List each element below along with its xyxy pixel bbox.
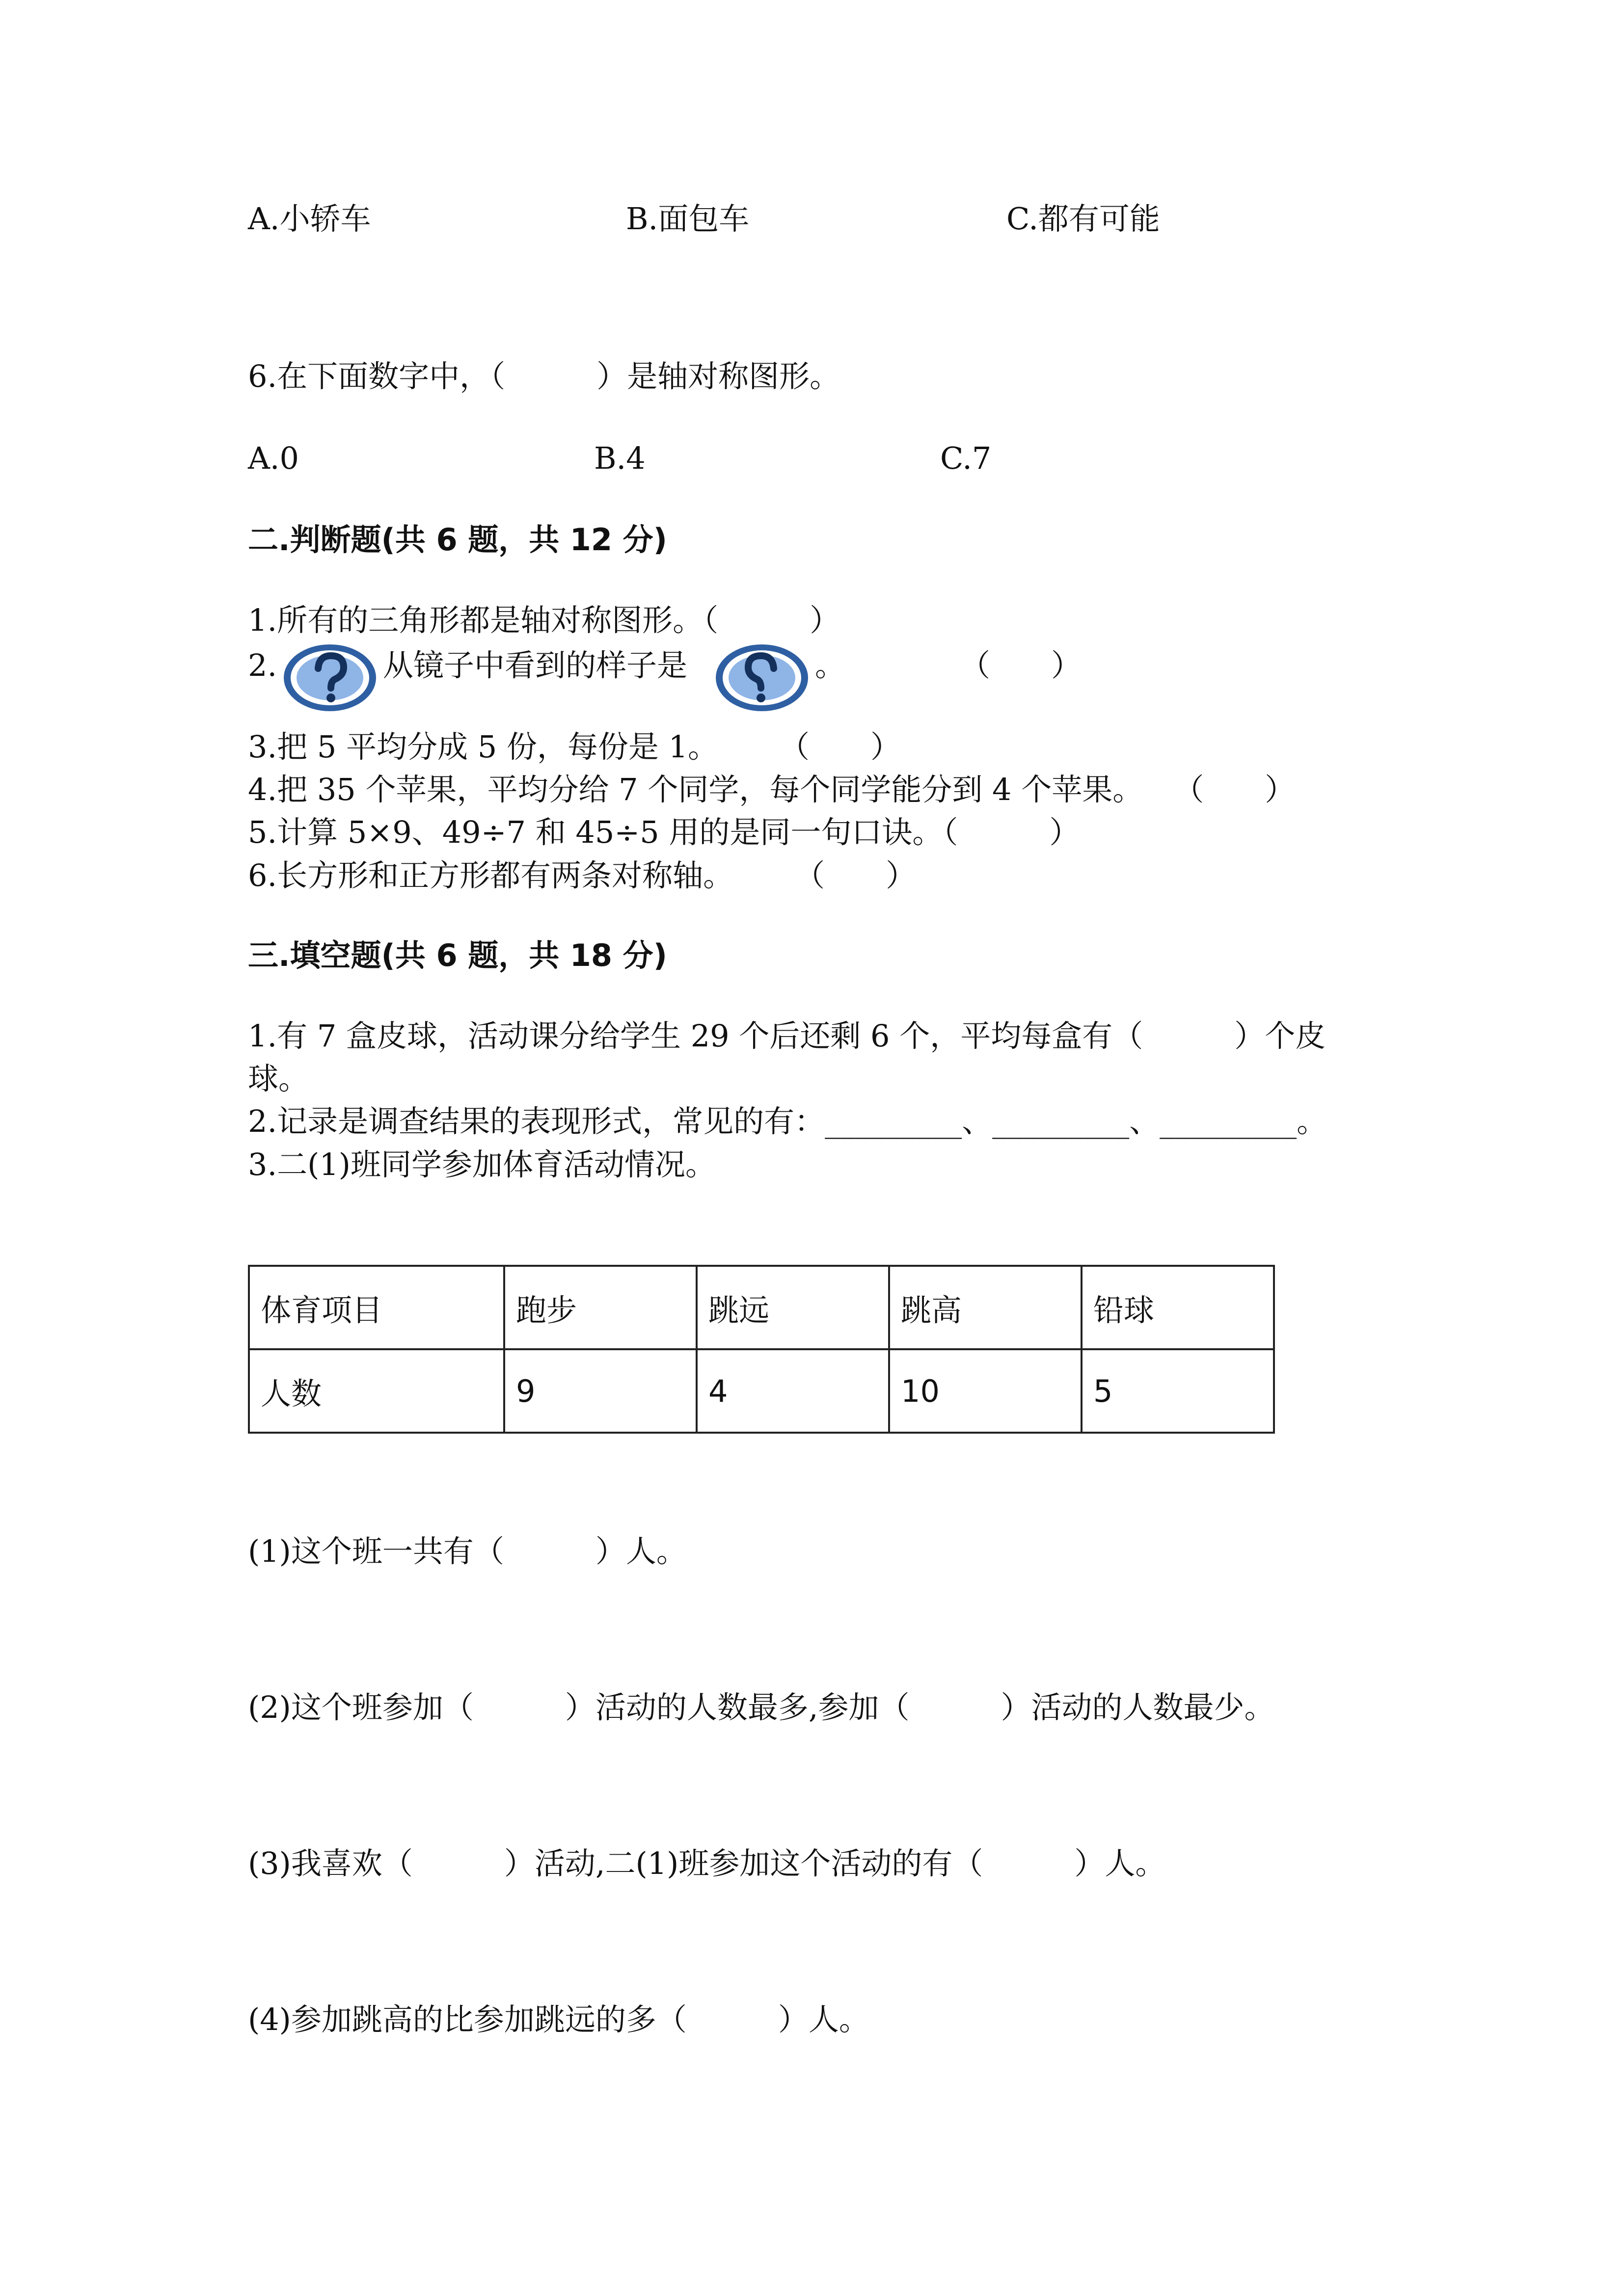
table-cell: 跳远 (697, 1266, 889, 1349)
table-cell: 9 (504, 1349, 697, 1433)
table-cell: 5 (1082, 1349, 1274, 1433)
s2-item-2-number: 2. (248, 647, 277, 683)
q6-option-b: B.4 (594, 440, 646, 476)
s3-sub4: (4)参加跳高的比参加跳远的多（ ）人。 (248, 2002, 869, 2037)
table-cell: 人数 (249, 1349, 504, 1433)
s3-q2: 2.记录是调查结果的表现形式，常见的有：_________、_________、_________。 (248, 1103, 1327, 1139)
q6-text: 6.在下面数字中，（ ）是轴对称图形。 (248, 358, 840, 394)
s3-sub3: (3)我喜欢（ ）活动,二(1)班参加这个活动的有（ ）人。 (248, 1845, 1166, 1881)
q5-option-b: B.面包车 (626, 201, 750, 237)
sports-table (248, 1265, 1275, 1434)
table-cell: 跑步 (504, 1266, 697, 1349)
mirrored-question-icon (713, 641, 811, 715)
s3-q1-line2: 球。 (248, 1061, 309, 1096)
s2-item-5: 5.计算 5×9、49÷7 和 45÷5 用的是同一句口诀。（ ） (248, 814, 1080, 850)
s2-item-2-text: 从镜子中看到的样子是 (383, 647, 688, 683)
table-row (249, 1349, 1274, 1433)
s2-item-6: 6.长方形和正方形都有两条对称轴。 （ ） (248, 857, 917, 893)
s2-item-4: 4.把 35 个苹果，平均分给 7 个同学，每个同学能分到 4 个苹果。 （ ） (248, 772, 1296, 807)
s3-sub1: (1)这个班一共有（ ）人。 (248, 1533, 687, 1569)
section2-title: 二.判断题(共 6 题，共 12 分) (248, 522, 667, 558)
table-cell: 4 (697, 1349, 889, 1433)
s2-item-3: 3.把 5 平均分成 5 份，每份是 1。 （ ） (248, 729, 901, 765)
section3-title: 三.填空题(共 6 题，共 18 分) (248, 937, 667, 973)
s2-item-1: 1.所有的三角形都是轴对称图形。（ ） (248, 602, 840, 638)
table-cell: 跳高 (889, 1266, 1082, 1349)
q5-option-c: C.都有可能 (1006, 201, 1160, 237)
q5-option-a: A.小轿车 (248, 201, 371, 237)
q6-option-a: A.0 (248, 440, 299, 476)
q6-option-c: C.7 (940, 440, 992, 476)
table-cell: 10 (889, 1349, 1082, 1433)
question-icon (281, 641, 379, 715)
s2-item-2-paren: （ ） (960, 647, 1082, 683)
s3-q1-line1: 1.有 7 盒皮球，活动课分给学生 29 个后还剩 6 个，平均每盒有（ ）个皮 (248, 1018, 1326, 1054)
s2-item-2-period: 。 (815, 647, 846, 683)
table-cell: 铅球 (1082, 1266, 1274, 1349)
table-header-row (249, 1266, 1274, 1349)
table-cell: 体育项目 (249, 1266, 504, 1349)
s3-sub2: (2)这个班参加（ ）活动的人数最多,参加（ ）活动的人数最少。 (248, 1689, 1275, 1725)
s3-q3: 3.二(1)班同学参加体育活动情况。 (248, 1147, 716, 1182)
